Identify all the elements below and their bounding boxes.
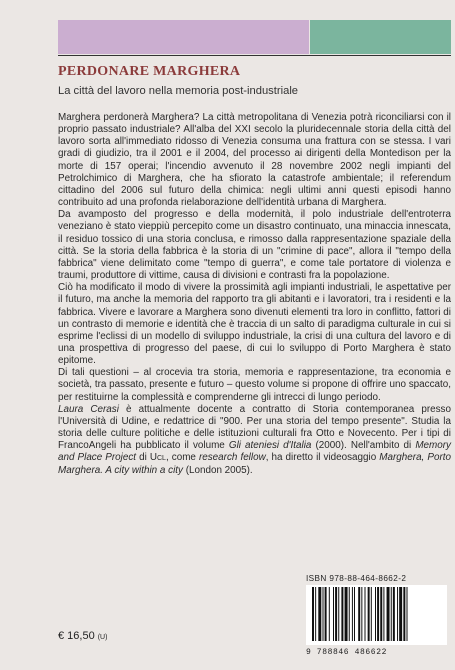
barcode-icon [312,587,441,641]
isbn-label: ISBN 978-88-464-8662-2 [306,574,407,583]
price [58,630,107,642]
isbn-digits: 9 788846 486622 [306,648,388,657]
author-name: Laura Cerasi [58,403,119,415]
color-band-left [58,20,309,54]
blurb-text [58,112,451,477]
project-reference: Memory and Place Project [58,440,451,464]
price-code: (U) [97,634,108,641]
blurb-paragraph: Di tali questioni – al crocevia tra storia, memoria e rappresentazione, tra economia e società, tra passato, presente e futuro – questo volume si propone di offrire uno spaccato, per restituirne la complessità e comprenderne gli intrecci di lungo periodo. [58,367,451,403]
barcode [306,585,447,645]
price-amount: € 16,50 [58,630,95,642]
top-rule [58,55,451,56]
blurb-paragraph: Marghera perdonerà Marghera? La città metropolitana di Venezia potrà riconciliarsi con il proprio passato industriale? All'alba del XXI secolo la pluridecennale storia della città del lavoro sorta all'immediato ridosso di Venezia consuma una frattura con se stessa. I vari gradi di giudizio, tra il 2001 e il 2004, del processo ai dirigenti della Montedison per la morte di 157 operai; l'incendio avvenuto il 28 novembre 2002 negli impianti del Petrolchimico di Marghera, che ha sfiorato la catastrofe ambientale; il referendum cittadino del 2006 sul futuro della chimica: negli ultimi anni questi episodi hanno contribuito ad una profonda rielaborazione dell'identità urbana di Marghera. [58,112,451,209]
blurb-paragraph: Da avamposto del progresso e della modernità, il polo industriale dell'entroterra veneziano è stato vieppiù percepito come un disastro continuato, una minaccia innescata, il residuo tossico di una storia conclusa, e rimosso dalla rappresentazione spaziale della città. Se la storia della fabbrica è la storia di un "crimine di pace", allora il "tempo della fabbrica" viene delimitato come "tempo di guerra", e come tale portatore di violenza e traumi, produttore di vittime, causa di divisioni e contrasti fra la popolazione. [58,209,451,282]
blurb-paragraph: Ciò ha modificato il modo di vivere la prossimità agli impianti industriali, le aspettative per il futuro, ma anche la memoria del rapporto tra gli abitanti e i lavoratori, tra i residenti e la fabbrica. Vivere e lavorare a Marghera sono divenuti elementi tra loro in conflitto, fattori di un contrasto di memorie e identità che è traccia di un salto di paradigma culturale in cui si esprime l'eclissi di un modello di sviluppo industriale, la crisi di una cultura del lavoro e di una prospettiva di progresso del paese, di cui lo sviluppo di Porto Marghera è stato epitome. [58,282,451,367]
color-band-right [310,20,451,54]
book-reference: Gli ateniesi d'Italia [228,440,312,452]
video-reference: Marghera, Porto Marghera. A city within a city [58,452,451,476]
book-subtitle: La città del lavoro nella memoria post-industriale [58,85,299,97]
author-bio: Laura Cerasi è attualmente docente a contratto di Storia contemporanea presso l'Università di Udine, e redattrice di "900. Per una storia del tempo presente". Studia la storia delle culture politiche e delle istituzioni culturali fra Otto e Novecento. Per i tipi di FrancoAngeli ha pubblicato il volume Gli ateniesi d'Italia (2000). Nell'ambito di Memory and Place Project di Ucl, come research fellow, ha diretto il videosaggio Marghera, Porto Marghera. A city within a city (London 2005). [58,403,451,476]
book-title: PERDONARE MARGHERA [58,64,241,79]
